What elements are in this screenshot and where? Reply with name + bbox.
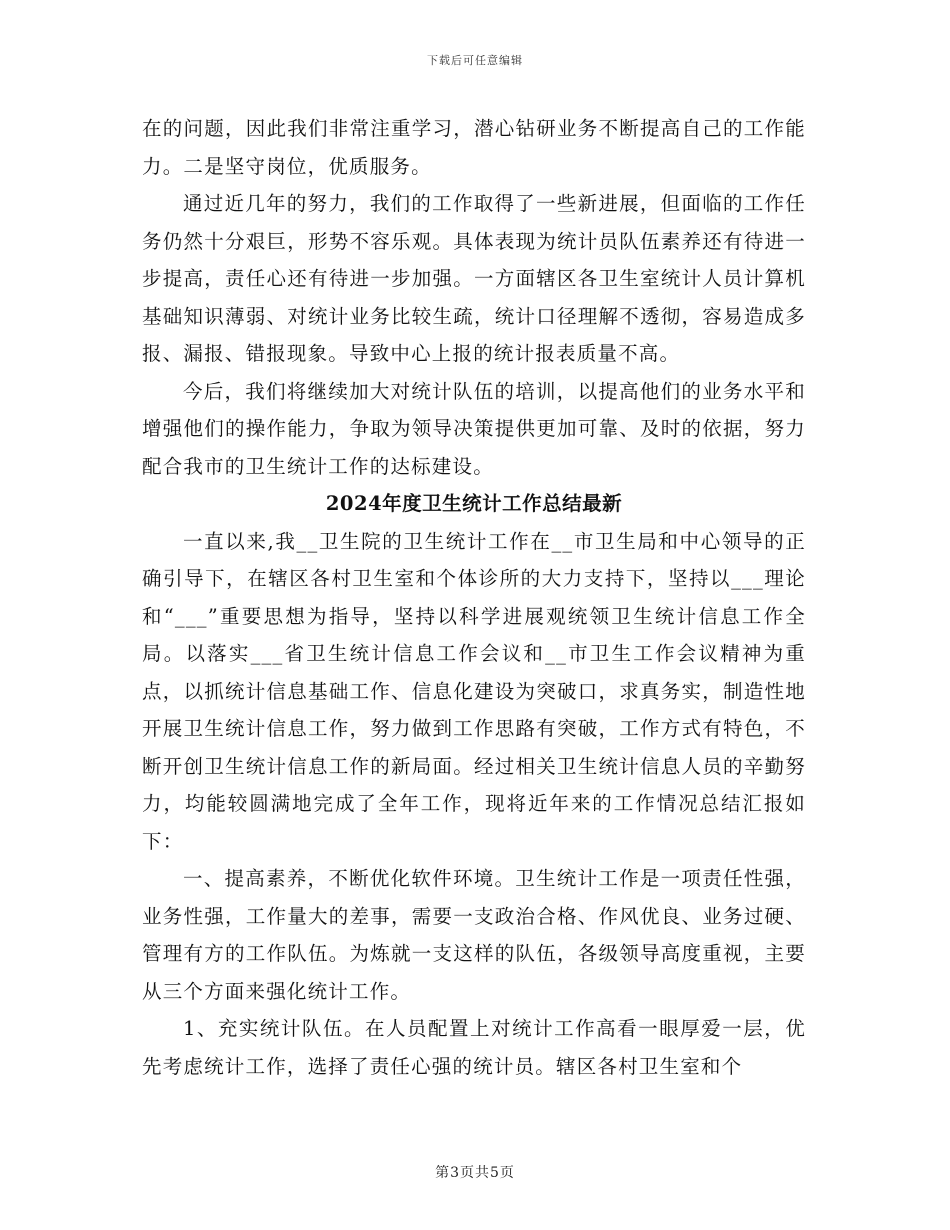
paragraph-intro: 一直以来,我__卫生院的卫生统计工作在__市卫生局和中心领导的正确引导下，在辖区各村卫生室和个体诊所的大力支持下，坚持以___理论和“___”重要思想为指导，坚持以科学进展观统领卫生统计信息工作全局。以落实___省卫生统计信息工作会议和__市卫生工作会议精神为重点，以抓统计信息基础工作、信息化建设为突破口，求真务实，制造性地开展卫生统计信息工作，努力做到工作思路有突破，工作方式有特色，不断开创卫生统计信息工作的新局面。经过相关卫生统计信息人员的辛勤努力，均能较圆满地完成了全年工作，现将近年来的工作情况总结汇报如下： — [142, 529, 806, 853]
paragraph-continuation: 在的问题，因此我们非常注重学习，潜心钻研业务不断提高自己的工作能力。二是坚守岗位，优质服务。 — [142, 117, 806, 178]
page-header: 下载后可任意编辑 — [427, 54, 523, 67]
paragraph-progress: 通过近几年的努力，我们的工作取得了一些新进展，但面临的工作任务仍然十分艰巨，形势不容乐观。具体表现为统计员队伍素养还有待进一步提高，责任心还有待进一步加强。一方面辖区各卫生室统计人员计算机基础知识薄弱、对统计业务比较生疏，统计口径理解不透彻，容易造成多报、漏报、错报现象。导致中心上报的统计报表质量不高。 — [142, 192, 806, 365]
section-title: 2024年度卫生统计工作总结最新 — [325, 492, 623, 515]
document-body — [142, 110, 806, 1085]
paragraph-subpoint-one: 1、充实统计队伍。在人员配置上对统计工作高看一眼厚爱一层，优先考虑统计工作，选择了责任心强的统计员。辖区各村卫生室和个 — [142, 1017, 806, 1078]
page-number: 第3页共5页 — [435, 1165, 515, 1181]
paragraph-point-one: 一、提高素养，不断优化软件环境。卫生统计工作是一项责任性强，业务性强，工作量大的差事，需要一支政治合格、作风优良、业务过硬、管理有方的工作队伍。为炼就一支这样的队伍，各级领导高度重视，主要从三个方面来强化统计工作。 — [142, 867, 806, 1003]
paragraph-future: 今后，我们将继续加大对统计队伍的培训，以提高他们的业务水平和增强他们的操作能力，争取为领导决策提供更加可靠、及时的依据，努力配合我市的卫生统计工作的达标建设。 — [142, 379, 806, 478]
